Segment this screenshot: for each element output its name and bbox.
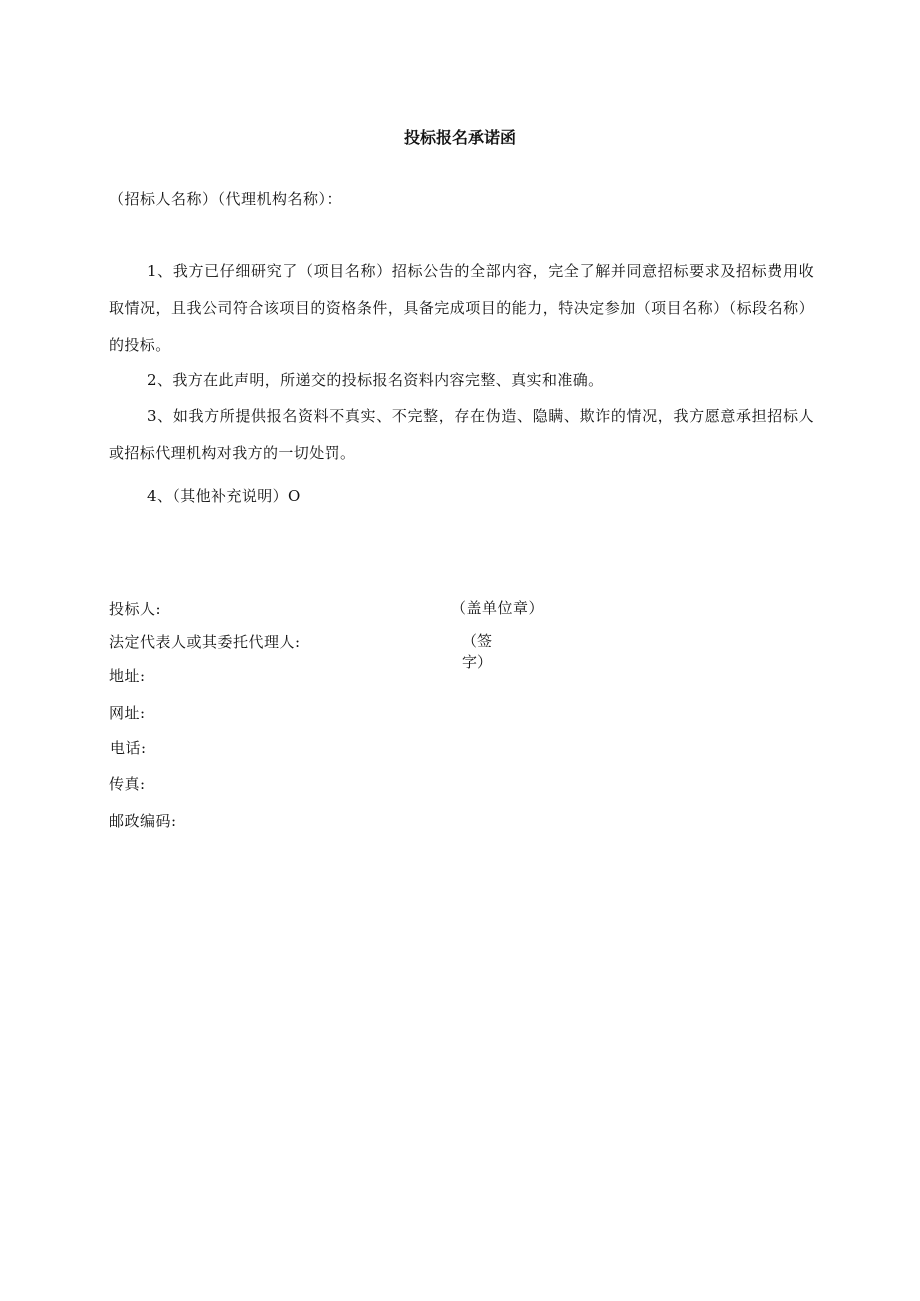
representative-label: 法定代表人或其委托代理人: [109, 633, 301, 651]
address-label: 地址: [109, 667, 146, 685]
sign-note: （签字） [462, 632, 493, 671]
paragraph-3: 3、如我方所提供报名资料不真实、不完整，存在伪造、隐瞒、欺诈的情况，我方愿意承担招标人或招标代理机构对我方的一切处罚。 [109, 407, 814, 462]
postcode-label: 邮政编码: [109, 812, 177, 830]
phone-label: 电话: [110, 739, 147, 757]
paragraph-2: 2、我方在此声明，所递交的投标报名资料内容完整、真实和准确。 [147, 371, 604, 389]
paragraph-1: 1、我方已仔细研究了（项目名称）招标公告的全部内容，完全了解并同意招标要求及招标费用收取情况，且我公司符合该项目的资格条件，具备完成项目的能力，特决定参加（项目名称）（标段名称）的投标。 [109, 262, 814, 354]
seal-note: （盖单位章） [451, 599, 545, 617]
paragraph-4: 4、（其他补充说明）O [147, 487, 301, 505]
salutation: （招标人名称）（代理机构名称）： [109, 190, 343, 208]
fax-label: 传真: [109, 775, 146, 793]
website-label: 网址: [109, 704, 146, 722]
bidder-label: 投标人: [109, 600, 162, 618]
document-title: 投标报名承诺函 [403, 128, 516, 147]
